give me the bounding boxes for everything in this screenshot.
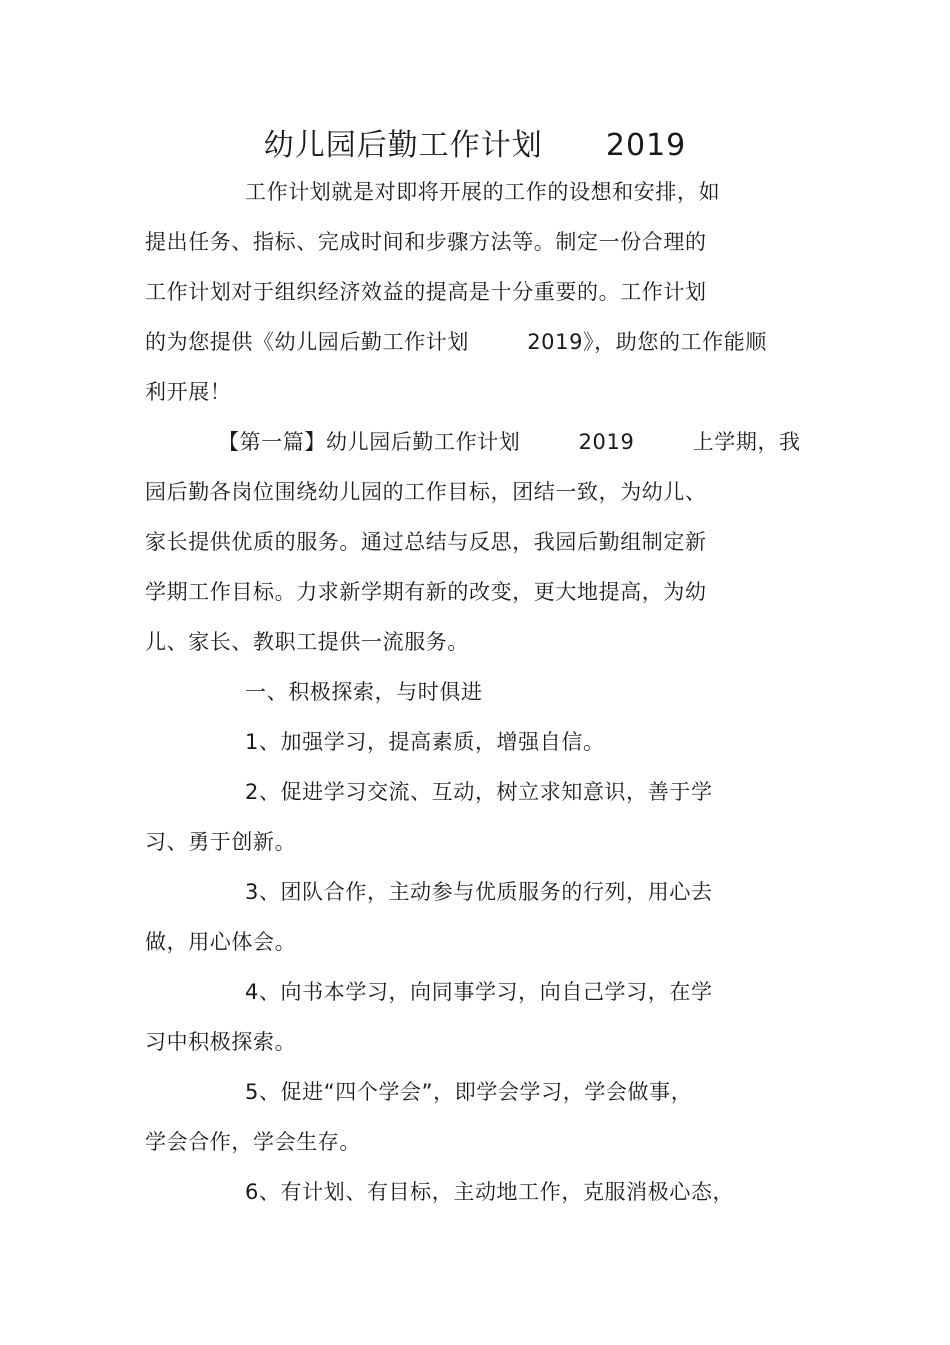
list-item-continuation: 习、勇于创新。 xyxy=(145,830,297,854)
list-item-continuation: 学会合作，学会生存。 xyxy=(145,1130,361,1154)
paragraph-line: 【第一篇】幼儿园后勤工作计划 2019 上学期，我 xyxy=(218,430,801,454)
list-item: 2、促进学习交流、互动，树立求知意识，善于学 xyxy=(245,780,713,804)
list-item: 6、有计划、有目标，主动地工作，克服消极心态， xyxy=(245,1180,735,1204)
paragraph-line: 的为您提供《幼儿园后勤工作计划 2019》，助您的工作能顺 xyxy=(145,330,767,354)
document-title: 幼儿园后勤工作计划 2019 xyxy=(263,128,687,163)
section-heading: 一、积极探索，与时俱进 xyxy=(245,680,483,704)
paragraph-line: 利开展！ xyxy=(145,380,232,404)
list-item: 4、向书本学习，向同事学习，向自己学习，在学 xyxy=(245,980,713,1004)
paragraph-line: 儿、家长、教职工提供一流服务。 xyxy=(145,630,469,654)
list-item: 3、团队合作，主动参与优质服务的行列，用心去 xyxy=(245,880,713,904)
paragraph-line: 提出任务、指标、完成时间和步骤方法等。制定一份合理的 xyxy=(145,230,707,254)
list-item: 1、加强学习，提高素质，增强自信。 xyxy=(245,730,605,754)
list-item-continuation: 习中积极探索。 xyxy=(145,1030,297,1054)
paragraph-line: 工作计划就是对即将开展的工作的设想和安排，如 xyxy=(245,180,721,204)
paragraph-line: 学期工作目标。力求新学期有新的改变，更大地提高，为幼 xyxy=(145,580,707,604)
paragraph-line: 工作计划对于组织经济效益的提高是十分重要的。工作计划 xyxy=(145,280,707,304)
list-item-continuation: 做，用心体会。 xyxy=(145,930,297,954)
paragraph-line: 园后勤各岗位围绕幼儿园的工作目标，团结一致，为幼儿、 xyxy=(145,480,707,504)
list-item: 5、促进“四个学会”，即学会学习，学会做事， xyxy=(245,1080,693,1104)
paragraph-line: 家长提供优质的服务。通过总结与反思，我园后勤组制定新 xyxy=(145,530,707,554)
